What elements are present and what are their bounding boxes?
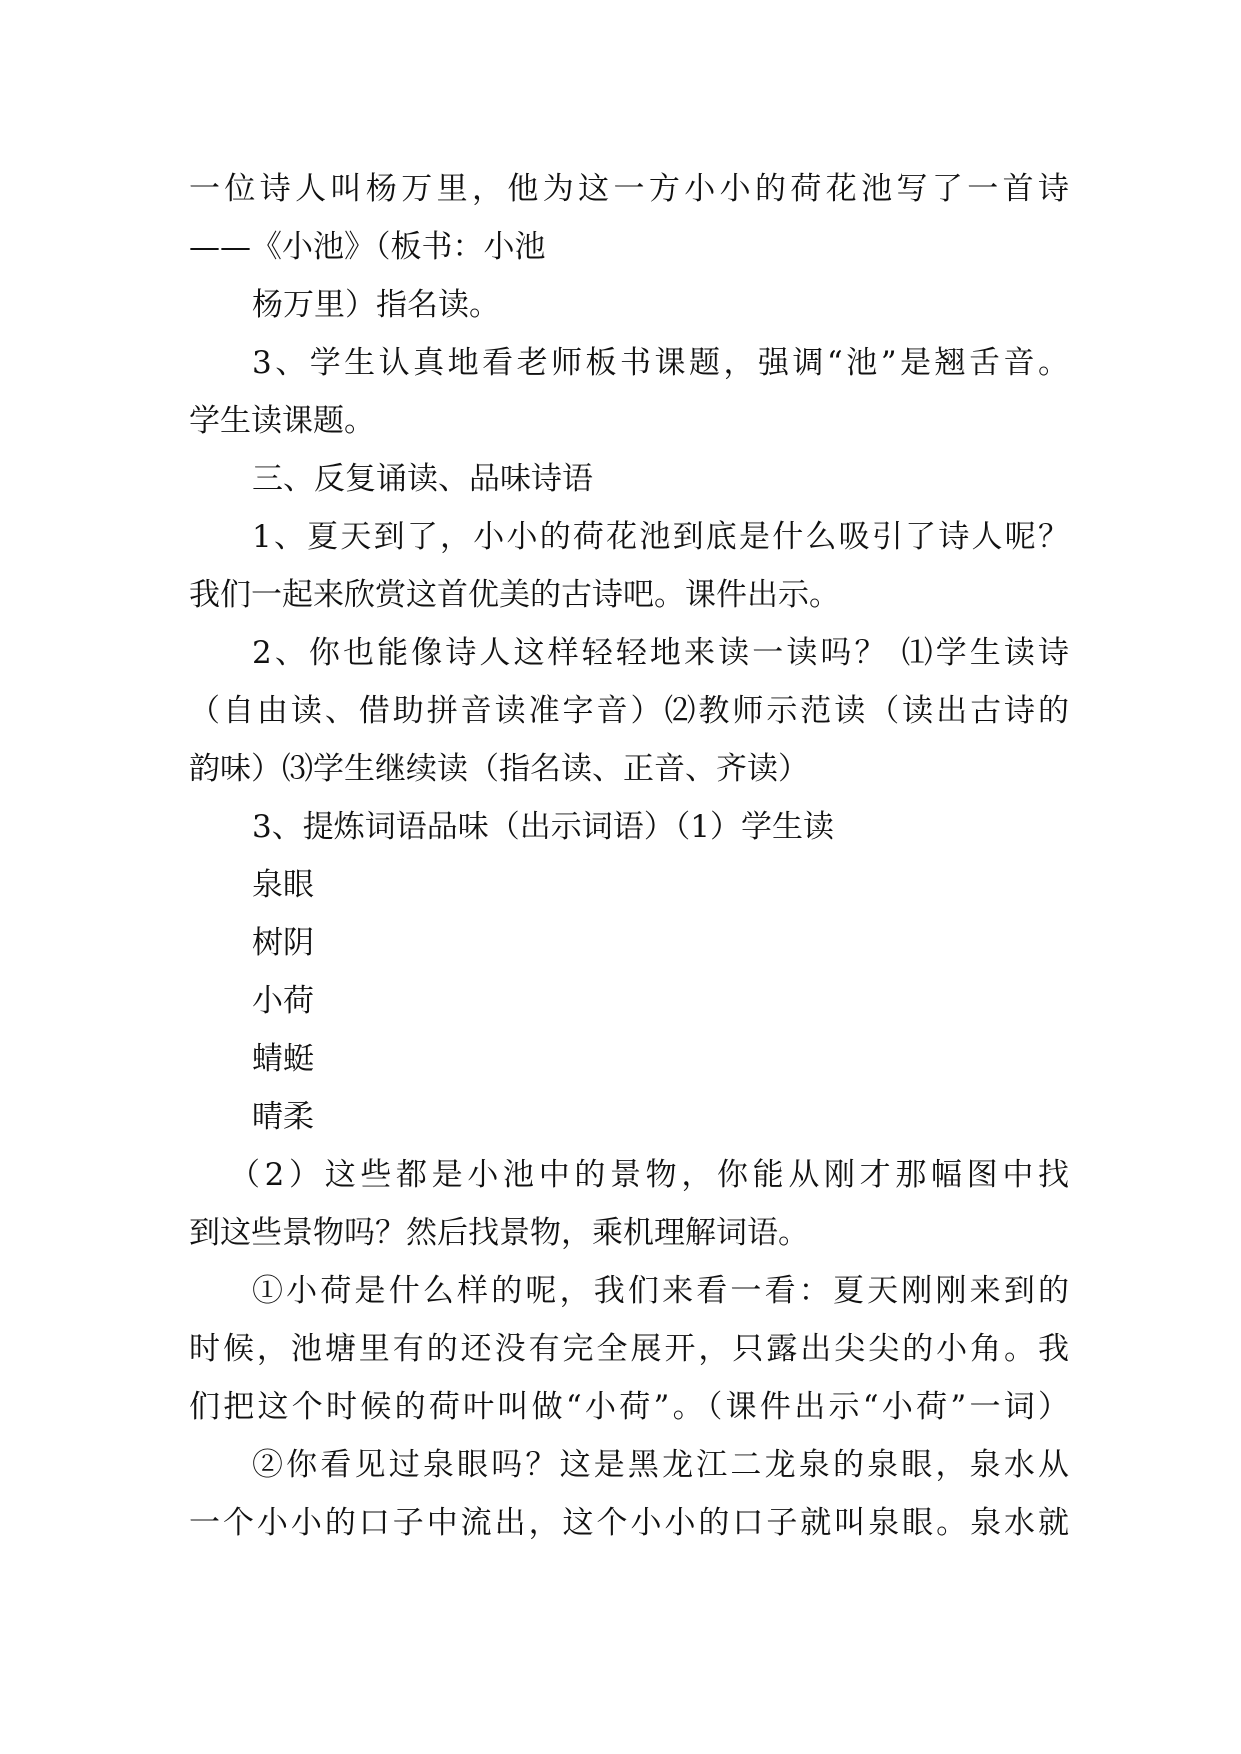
text-line: （2）这些都是小池中的景物，你能从刚才那幅图中找 [229,1157,1069,1193]
text-line: 小荷 [252,983,314,1019]
text-line: 到这些景物吗？然后找景物，乘机理解词语。 [189,1215,809,1251]
text-line: 一位诗人叫杨万里，他为这一方小小的荷花池写了一首诗 [189,171,1069,207]
document-body [189,160,1069,1552]
text-line: 们把这个时候的荷叶叫做“小荷”。（课件出示“小荷”一词） [189,1389,1069,1425]
text-line: 三、反复诵读、品味诗语 [252,461,593,497]
text-line: ——《小池》（板书：小池 [189,229,546,265]
text-line: 2、你也能像诗人这样轻轻地来读一读吗？ ⑴学生读诗 [252,635,1069,671]
text-line: （自由读、借助拼音读准字音）⑵教师示范读（读出古诗的 [189,693,1069,729]
text-line: ②你看见过泉眼吗？这是黑龙江二龙泉的泉眼，泉水从 [252,1447,1069,1483]
text-line: 蜻蜓 [252,1041,314,1077]
text-line: 树阴 [252,925,314,961]
text-line: 晴柔 [252,1099,314,1135]
text-line: 韵味）⑶学生继续读（指名读、正音、齐读） [189,751,809,787]
text-line: 一个小小的口子中流出，这个小小的口子就叫泉眼。泉水就 [189,1505,1069,1541]
text-line: 我们一起来欣赏这首优美的古诗吧。课件出示。 [189,577,840,613]
text-line: 3、提炼词语品味（出示词语）（1）学生读 [252,809,834,845]
text-line: ①小荷是什么样的呢，我们来看一看：夏天刚刚来到的 [252,1273,1069,1309]
text-line: 泉眼 [252,867,314,903]
text-line: 杨万里）指名读。 [252,287,500,323]
text-line: 3、学生认真地看老师板书课题，强调“池”是翘舌音。 [252,345,1069,381]
text-line: 时候，池塘里有的还没有完全展开，只露出尖尖的小角。我 [189,1331,1069,1367]
text-line: 学生读课题。 [189,403,375,439]
text-line: 1、夏天到了，小小的荷花池到底是什么吸引了诗人呢？ [252,519,1069,555]
